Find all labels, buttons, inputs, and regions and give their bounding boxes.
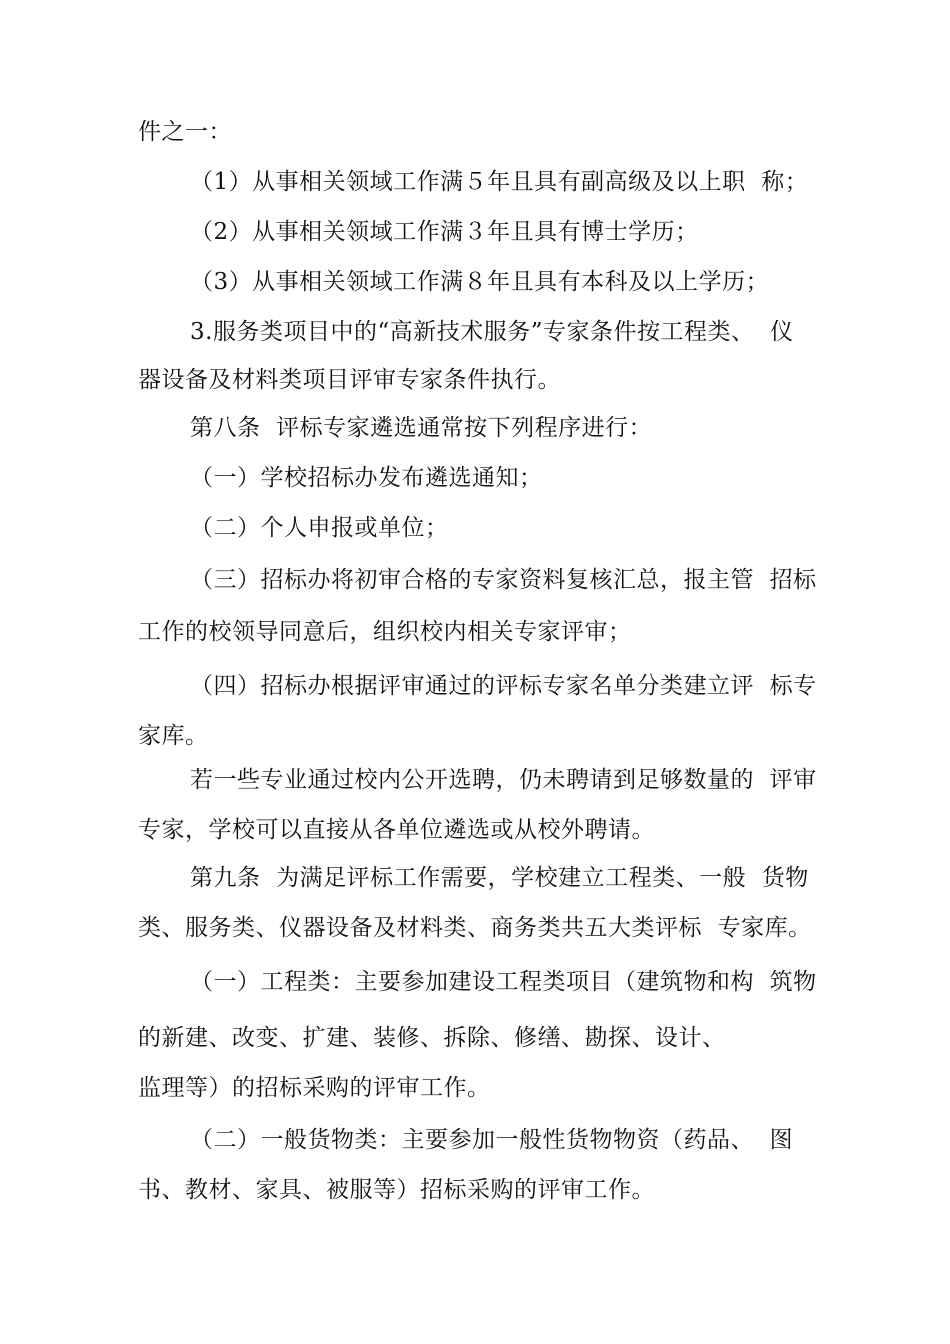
text-line: 第八条 评标专家遴选通常按下列程序进行： — [190, 415, 653, 441]
text-line: （二）一般货物类：主要参加一般性货物物资（药品、 图 — [190, 1127, 794, 1153]
text-line: （一）工程类：主要参加建设工程类项目（建筑物和构 筑物 — [190, 969, 817, 995]
text-line: 工作的校领导同意后，组织校内相关专家评审； — [138, 619, 632, 645]
text-line: （1）从事相关领域工作满５年且具有副高级及以上职 称； — [190, 169, 809, 195]
text-line: 类、服务类、仪器设备及材料类、商务类共五大类评标 专家库。 — [138, 915, 812, 941]
text-line: （三）招标办将初审合格的专家资料复核汇总，报主管 招标 — [190, 567, 817, 593]
text-line: 件之一： — [138, 119, 232, 145]
text-line: 专家，学校可以直接从各单位遴选或从校外聘请。 — [138, 817, 655, 843]
text-line: 家库。 — [138, 723, 209, 749]
text-line: （3）从事相关领域工作满８年且具有本科及以上学历； — [190, 269, 770, 295]
text-line: 器设备及材料类项目评审专家条件执行。 — [138, 367, 561, 393]
text-line: 第九条 为满足评标工作需要，学校建立工程类、一般 货物 — [190, 865, 809, 891]
text-line: （二）个人申报或单位； — [190, 515, 449, 541]
text-line: （四）招标办根据评审通过的评标专家名单分类建立评 标专 — [190, 673, 817, 699]
text-line: 若一些专业通过校内公开选聘，仍未聘请到足够数量的 评审 — [190, 767, 817, 793]
text-line: 书、教材、家具、被服等）招标采购的评审工作。 — [138, 1177, 655, 1203]
text-line: （2）从事相关领域工作满３年且具有博士学历； — [190, 219, 699, 245]
text-line: 3.服务类项目中的“高新技术服务”专家条件按工程类、 仪 — [190, 319, 794, 345]
text-line: 监理等）的招标采购的评审工作。 — [138, 1075, 491, 1101]
text-line: 的新建、改变、扩建、装修、拆除、修缮、勘探、设计、 — [138, 1025, 726, 1051]
text-line: （一）学校招标办发布遴选通知； — [190, 465, 543, 491]
